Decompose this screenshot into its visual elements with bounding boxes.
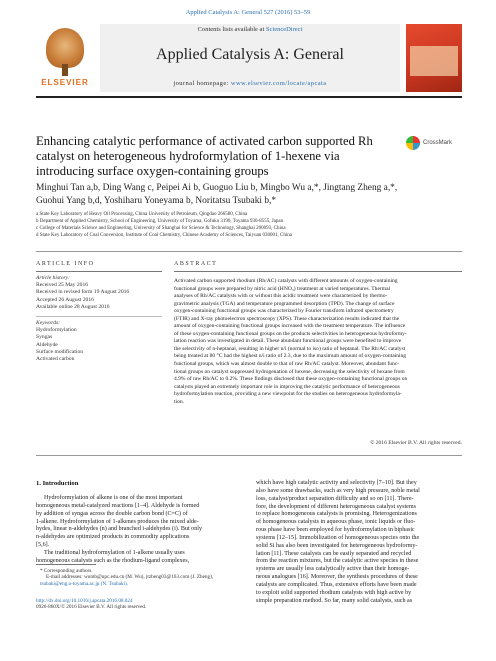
keywords [36, 320, 166, 363]
body-line: also have some drawbacks, such as very high pressure, noble metal [256, 487, 420, 494]
abstract-line: amount of oxygen-containing functional groups increased with the treatment temperature. The influence [174, 323, 406, 330]
journal-homepage [100, 80, 400, 87]
article-title: Enhancing catalytic performance of activated carbon supported Rh catalyst on heterogeneous hydroformylation of 1-hexene via introducing surface oxygen-containing groups [36, 134, 373, 178]
journal-masthead [36, 24, 462, 92]
abstract-rule [174, 271, 462, 272]
body-line: neous analogues [16]. Moreover, the synthesis procedures of these [256, 574, 418, 581]
section-heading-introduction: 1. Introduction [36, 480, 79, 487]
body-line: simple preparation method. So far, many solid catalysts, such as [256, 597, 413, 604]
body-line: fore, the development of different heterogeneous catalyst systems [256, 503, 416, 510]
contents-line [100, 26, 400, 33]
affiliation-d: d State Key Laboratory of Coal Conversion, Institute of Coal Chemistry, Chinese Academy of Sciences, Taiyuan 030001, China [36, 233, 292, 238]
crossmark-label: CrossMark [423, 140, 453, 146]
history-revised: Received in revised form 19 August 2016 [36, 289, 130, 296]
body-line: lation [11]. These catalysts can be easily separated and recycled [256, 550, 412, 557]
body-line: catalysts are complicated. Thus, extensive efforts have been made [256, 581, 417, 588]
body-line: The traditional hydroformylation of 1-alkene usually uses [44, 549, 185, 556]
sciencedirect-link[interactable]: ScienceDirect [265, 26, 303, 33]
running-head: Applied Catalysis A: General 527 (2016) 53–59 [185, 9, 311, 16]
abstract-line: analyses of Rh/AC catalysts with or without this acidic treatment were characterized by thermo- [174, 293, 388, 300]
body-line: homogeneous catalysts such as the rhodium-ligand complexes, [36, 557, 190, 564]
doi-link[interactable]: http://dx.doi.org/10.1016/j.apcata.2016.08.024 [36, 598, 133, 604]
abstract-line: lation reaction was investigated in detail. These abundant functional groups were benefited to improve [174, 338, 402, 345]
abstract-line: catalysts played an extremely important role in improving the catalytic performance of heterogeneous [174, 383, 400, 390]
article-info-heading: ARTICLE INFO [36, 261, 95, 267]
history-label: Article history: [36, 275, 71, 281]
authors-line-1: Minghui Tan a,b, Ding Wang c, Peipei Ai b, Guoguo Liu b, Mingbo Wu a,*, Jingtang Zheng a,*, [36, 183, 398, 193]
affiliation-c: c College of Materials Science and Engineering, University of Shanghai for Science & Technology, Shanghai 200093, China [36, 226, 286, 231]
abstract-line: gravimetric analysis (TGA) and temperature programmed desorption (TPD). The change of surface [174, 300, 395, 307]
header-rule [36, 96, 462, 98]
abstract-heading: ABSTRACT [174, 261, 218, 267]
authors-line-2: Guohui Yang b,d, Yoshiharu Yoneyama b, Noritatsu Tsubaki b,* [36, 195, 277, 206]
abstract-line: oxygen-containing functional groups was characterized by Fourier transform infrared spectrometry [174, 308, 394, 315]
body-line: [5,6]. [36, 542, 50, 549]
affiliation-a: a State Key Laboratory of Heavy Oil Processing, China University of Petroleum, Qingdao 266580, China [36, 212, 248, 217]
abstract-line: tion. [174, 398, 185, 405]
author-emails: E-mail addresses: wumb@upc.edu.cn (M. Wu), jtzheng03@163.com (J. Zheng), [46, 574, 214, 581]
body-line: systems are usually less catalytically active than their homoge- [256, 566, 410, 573]
body-line: rous phase have been employed for hydroformylation in biphasic [256, 527, 415, 534]
body-line: to replace homogeneous catalysts is promising. Heterogenizations [256, 511, 417, 518]
body-line: by addition of syngas across the double carbon bond (C=C) of [36, 510, 188, 517]
body-line: n-aldehydes are optimized products in commodity applications [36, 534, 190, 541]
article-history [36, 275, 166, 311]
author-list [36, 182, 462, 207]
body-line: Hydroformylation of alkene is one of the most important [44, 495, 183, 501]
body-line: hydes, linear n-aldehydes (n) and branched i-aldehydes (i). But only [36, 526, 203, 533]
footnotes [40, 568, 246, 587]
keyword: Aldehyde [36, 341, 58, 348]
homepage-link[interactable]: www.elsevier.com/locate/apcata [230, 80, 327, 87]
affiliation-b: b Department of Applied Chemistry, School of Engineering, University of Toyama, Gofuku 3190, Toyama 930-8555, Japan [36, 219, 284, 224]
elsevier-logo [36, 24, 94, 90]
publisher-name: ELSEVIER [41, 78, 89, 87]
keyword: Surface modification [36, 348, 84, 355]
abstract-line: functional groups, which was almost double to that of raw Rh/AC catalyst. Moreover, abundant func- [174, 361, 400, 368]
body-line: systems [12–15]. Immobilization of homogeneous species onto the [256, 534, 420, 541]
keyword: Activated carbon [36, 356, 75, 363]
history-online: Available online 28 August 2016 [36, 303, 110, 310]
body-line: loss, catalyst/product separation difficulty and so on [11]. There- [256, 495, 414, 502]
body-line: homogeneous metal-catalyzed reactions [1–4]. Aldehyde is formed [36, 502, 200, 509]
abstract-line: 4.9% of raw Rh/AC to 0.2%. These findings disclosed that these oxygen-containing functional groups on [174, 376, 408, 383]
doi-block [36, 598, 246, 611]
abstract-line: tional groups on catalyst suppressed hydrogenation of hexene, decreasing the selectivity of hexane from [174, 368, 405, 375]
keywords-label: Keywords: [36, 320, 61, 326]
abstract-line: Activated carbon supported rhodium (Rh/AC) catalysts with different amounts of oxygen-containing [174, 278, 398, 284]
body-line: which have high catalytic activity and selectivity [7–10]. But they [256, 480, 417, 486]
body-line: to exploit solid supported rhodium catalysts with high active by [256, 589, 412, 596]
corresponding-authors-note: * Corresponding authors. [40, 568, 93, 574]
abstract-line: hydroformylation reaction, providing a new viewpoint for the studies on heterogeneous hydroformyla- [174, 391, 402, 398]
body-line: 1-alkene. Hydroformylation of 1-alkenes produces the mixed alde- [36, 518, 199, 525]
intro-right-column [256, 480, 462, 606]
history-received: Received 25 May 2016 [36, 282, 89, 289]
cover-decoration [410, 46, 458, 76]
body-line: solid Si has also been investigated for heterogeneous hydroformy- [256, 542, 418, 549]
tree-icon [46, 28, 84, 68]
trunk-icon [62, 64, 68, 76]
crossmark-badge[interactable] [406, 134, 462, 154]
history-accepted: Accepted 26 August 2016 [36, 296, 94, 303]
body-line: from the reaction mixtures, but the catalytic active species in these [256, 558, 419, 565]
keywords-rule [36, 316, 162, 317]
abstract-line: being treated at 80 °C had the highest n/i ratio of 2.3, due to the maximum amount of oxygen-containing [174, 353, 407, 360]
homepage-prefix: journal homepage: [173, 80, 231, 87]
affiliation-rule [36, 251, 462, 252]
body-line: of homogeneous catalysts in aqueous phase, ionic liquids or fluo- [256, 519, 416, 526]
issn-line: 0926-860X/© 2016 Elsevier B.V. All rights reserved. [36, 604, 147, 611]
abstract-line: the selectivity of n-heptanal, resulting in higher n/i (normal to iso) ratio of heptanal. The Rh/AC catalyst [174, 345, 406, 352]
author-email-link[interactable]: tsubaki@eng.u-toyama.ac.jp (N. Tsubaki). [40, 580, 129, 587]
crossmark-icon [406, 136, 420, 150]
keyword: Syngas [36, 334, 53, 341]
abstract-body [174, 278, 462, 406]
abstract-bottom-rule [36, 455, 462, 456]
contents-prefix: Contents lists available at [197, 26, 266, 33]
journal-title: Applied Catalysis A: General [156, 46, 344, 63]
intro-left-column [36, 495, 244, 566]
abstract-line: (FTIR) and X-ray photoelectron spectroscopy (XPS). These characterization results indicated that the [174, 315, 400, 322]
article-info-rule [36, 271, 162, 272]
abstract-line: functional groups were prepared by nitric acid (HNO₃) treatment at varied temperatures. Thermal [174, 285, 391, 292]
keyword: Hydroformylation [36, 327, 77, 334]
abstract-copyright: © 2016 Elsevier B.V. All rights reserved. [370, 440, 462, 446]
footnote-rule [36, 564, 96, 565]
abstract-line: of these oxygen-containing functional groups on the products selectivities in heterogeneous hydroformy- [174, 330, 407, 337]
